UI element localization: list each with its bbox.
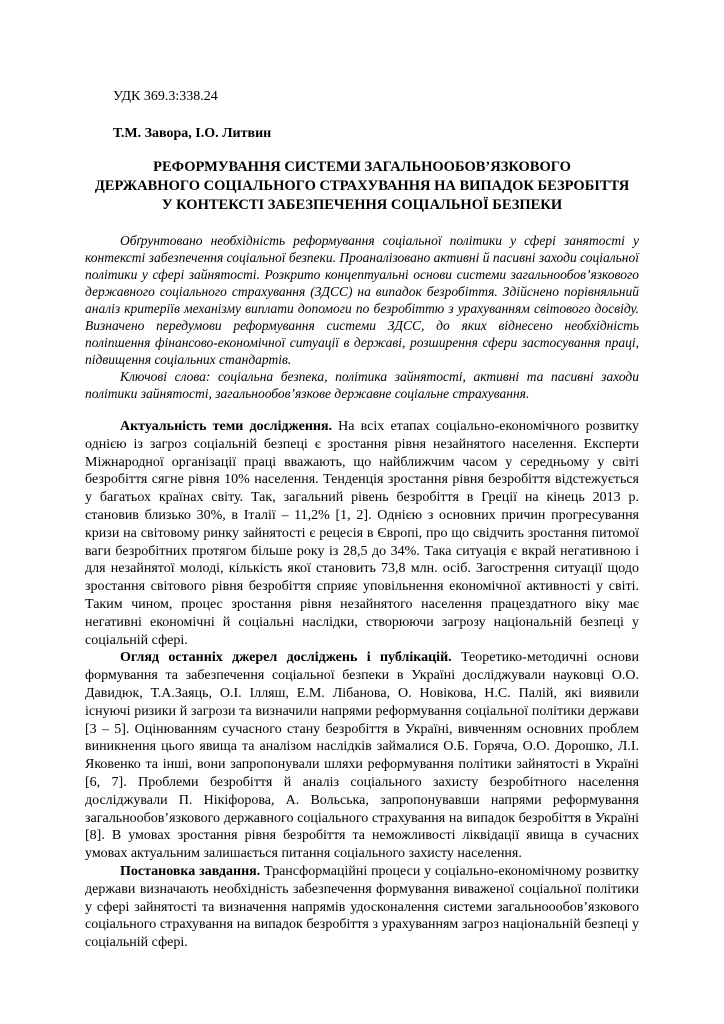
paragraph-problem-statement: [85, 863, 639, 952]
paragraph-problem-statement-text: Трансформаційні процеси у соціально-економічному розвитку держави визначають необхідність забезпечення формування виваженої соціальної політики у сфері зайнятості та визначення напрямів удосконалення системи загальноообов’язкового соціального страхування на випадок безробіття з урахуванням загроз національній безпеці у соціальній сфері.: [85, 863, 639, 951]
paper-title-line-1: РЕФОРМУВАННЯ СИСТЕМИ ЗАГАЛЬНООБОВ’ЯЗКОВОГО: [153, 159, 571, 175]
keywords-label: Ключові слова:: [120, 369, 211, 384]
paragraph-problem-statement-heading: Постановка завдання.: [120, 863, 261, 879]
paper-body: [85, 418, 639, 952]
paper-title: [85, 158, 639, 215]
paragraph-literature-review: [85, 649, 639, 863]
abstract-text: Обґрунтовано необхідність реформування соціальної політики у сфері занятості у контексті забезпечення соціальної безпеки. Проаналізовано активні й пасивні заходи соціальної політики у сфері зайнятості. Розкрито концептуальні основи системи загальнообов’язкового державного соціального страхування (ЗДСС) на випадок безробіття. Здійснено порівняльний аналіз критеріїв механізму виплати допомоги по безробіттю з урахуванням світового досвіду. Визначено передумови реформування системи ЗДСС, до яких віднесено необхідність поліпшення фінансово-економічної ситуації в державі, розширення сфери застосування праці, підвищення соціальних стандартів.: [85, 233, 639, 367]
paragraph-relevance: [85, 418, 639, 649]
paper-title-line-3: У КОНТЕКСТІ ЗАБЕЗПЕЧЕННЯ СОЦІАЛЬНОЇ БЕЗПЕКИ: [161, 197, 563, 213]
keywords-line: [85, 368, 639, 402]
paragraph-relevance-heading: Актуальність теми дослідження.: [120, 419, 333, 434]
paragraph-literature-review-heading: Огляд останніх джерел досліджень і публікацій.: [120, 650, 452, 666]
abstract-section: [85, 232, 639, 402]
authors: Т.М. Завора, І.О. Литвин: [113, 126, 272, 141]
paper-title-line-2: ДЕРЖАВНОГО СОЦІАЛЬНОГО СТРАХУВАННЯ НА ВИПАДОК БЕЗРОБІТТЯ: [94, 178, 630, 194]
keywords-text: соціальна безпека, політика зайнятості, активні та пасивні заходи політики зайнятості, загальнообов’язкове державне соціальне страхування.: [85, 369, 639, 401]
paragraph-literature-review-text: Теоретико-методичні основи формування та забезпечення соціальної безпеки в Україні досліджували науковці О.О. Давидюк, Т.А.Заяць, О.І. Ілляш, Е.М. Лібанова, О. Новікова, Н.С. Палій, які виявили існуючі ризики й загрози та визначили напрями реформування соціальної політики держави [3 – 5]. Оцінюванням сучасного стану безробіття в Україні, вивченням основних проблем виникнення цього явища та аналізом наслідків займалися О.Б. Горяча, О.О. Дорошко, Л.І. Яковенко та інші, вони запропонували шляхи реформування політики зайнятості в Україні [6, 7]. Проблеми безробіття й аналіз соціального захисту безробітного населення досліджували П. Нікіфорова, А. Вольська, запропонувавши напрями реформування загальнообов’язкового державного соціального страхування на випадок безробіття в Україні [8]. В умовах зростання рівня безробіття та неможливості ліквідації явища в сучасних умовах актуальним залишається питання соціального захисту населення.: [85, 650, 639, 862]
paragraph-relevance-text: На всіх етапах соціально-економічного розвитку однією із загроз соціальній безпеці є зростання рівня незайнятого населення. Експерти Міжнародної організації праці вважають, що найближчим часом у середньому у світі безробіття сягне рівня 10% населення. Тенденція зростання рівня безробіття відстежується у багатьох країнах світу. Так, загальний рівень безробіття в Греції на кінець 2013 р. становив близько 30%, в Італії – 11,2% [1, 2]. Однією з основних причин прогресування кризи на світовому ринку зайнятості є рецесія в Європі, про що свідчить зростання питомої ваги безробітних протягом більше року із 28,5 до 34%. Така ситуація є вкрай негативною і для незайнятої молоді, кількість якої становить 73,8 млн. осіб. Загострення ситуації щодо зростання світового рівня безробіття сприяє уповільнення економічної активності у світі. Таким чином, процес зростання рівня незайнятого населення працездатного віку має негативні економічні й соціальні наслідки, створюючи загрозу національній безпеці у соціальній сфері.: [85, 419, 640, 648]
udc-code: УДК 369.3:338.24: [113, 89, 218, 104]
